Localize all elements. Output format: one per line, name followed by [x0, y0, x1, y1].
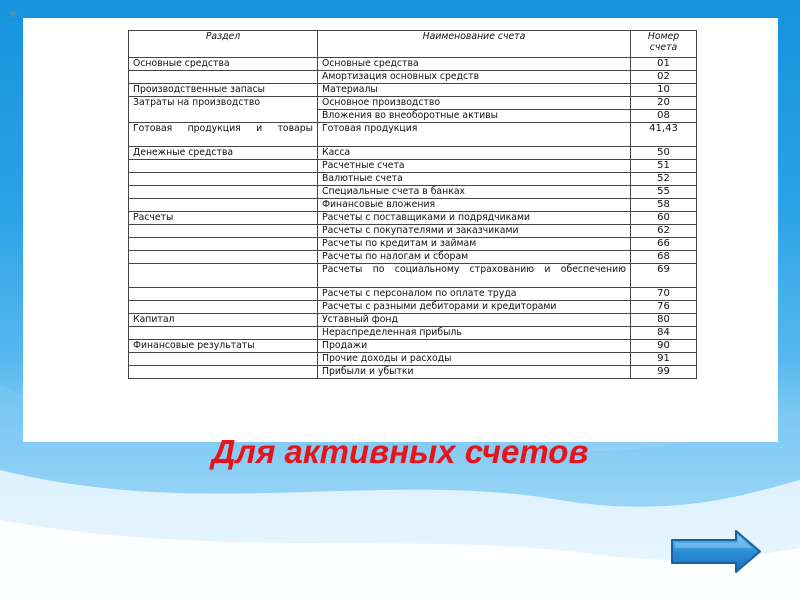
account-number-cell: 55 — [631, 186, 697, 199]
account-name-cell: Расчеты с разными дебиторами и кредиторами — [318, 301, 631, 314]
section-cell — [129, 288, 318, 301]
account-number-cell: 41,43 — [631, 123, 697, 147]
table-row — [129, 366, 697, 379]
account-name-cell: Расчеты по налогам и сборам — [318, 251, 631, 264]
table-row — [129, 340, 697, 353]
table-row — [129, 186, 697, 199]
table-row — [129, 160, 697, 173]
section-cell — [129, 225, 318, 238]
account-number-cell: 66 — [631, 238, 697, 251]
section-cell: Производственные запасы — [129, 84, 318, 97]
account-name-cell: Финансовые вложения — [318, 199, 631, 212]
table-row — [129, 97, 697, 110]
account-name-cell: Расчеты с покупателями и заказчиками — [318, 225, 631, 238]
section-cell: Затраты на производство — [129, 97, 318, 123]
account-name-cell: Расчетные счета — [318, 160, 631, 173]
section-cell: Расчеты — [129, 212, 318, 225]
account-name-cell: Прочие доходы и расходы — [318, 353, 631, 366]
account-name-cell: Основное производство — [318, 97, 631, 110]
table-row — [129, 199, 697, 212]
section-cell — [129, 199, 318, 212]
section-cell — [129, 71, 318, 84]
account-name-cell: Расчеты с поставщиками и подрядчиками — [318, 212, 631, 225]
section-cell — [129, 160, 318, 173]
account-name-cell: Валютные счета — [318, 173, 631, 186]
account-number-cell: 50 — [631, 147, 697, 160]
account-name-cell: Уставный фонд — [318, 314, 631, 327]
table-row — [129, 123, 697, 147]
table-row — [129, 58, 697, 71]
section-cell — [129, 238, 318, 251]
table-row — [129, 353, 697, 366]
table-row — [129, 173, 697, 186]
table-row — [129, 301, 697, 314]
account-name-cell: Расчеты по кредитам и займам — [318, 238, 631, 251]
account-number-cell: 08 — [631, 110, 697, 123]
section-cell — [129, 264, 318, 288]
header-section: Раздел — [129, 31, 318, 58]
section-cell — [129, 353, 318, 366]
account-name-cell: Продажи — [318, 340, 631, 353]
account-number-cell: 02 — [631, 71, 697, 84]
account-number-cell: 51 — [631, 160, 697, 173]
account-name-cell: Специальные счета в банках — [318, 186, 631, 199]
section-cell — [129, 366, 318, 379]
account-name-cell: Амортизация основных средств — [318, 71, 631, 84]
account-number-cell: 52 — [631, 173, 697, 186]
header-account-name: Наименование счета — [318, 31, 631, 58]
account-name-cell: Расчеты с персоналом по оплате труда — [318, 288, 631, 301]
table-row — [129, 212, 697, 225]
section-cell — [129, 251, 318, 264]
section-cell — [129, 301, 318, 314]
account-number-cell: 10 — [631, 84, 697, 97]
account-name-cell: Нераспределенная прибыль — [318, 327, 631, 340]
table-row — [129, 264, 697, 288]
table-row — [129, 251, 697, 264]
section-cell: Готовая продукция и товары — [129, 123, 318, 147]
account-name-cell: Касса — [318, 147, 631, 160]
accounts-table — [128, 30, 697, 379]
section-cell: Финансовые результаты — [129, 340, 318, 353]
table-row — [129, 84, 697, 97]
account-number-cell: 62 — [631, 225, 697, 238]
account-number-cell: 99 — [631, 366, 697, 379]
table-row — [129, 238, 697, 251]
account-number-cell: 80 — [631, 314, 697, 327]
arrow-right-icon — [668, 529, 764, 574]
section-cell — [129, 186, 318, 199]
table-row — [129, 225, 697, 238]
account-number-cell: 91 — [631, 353, 697, 366]
section-cell: Капитал — [129, 314, 318, 327]
account-number-cell: 20 — [631, 97, 697, 110]
account-name-cell: Готовая продукция — [318, 123, 631, 147]
account-name-cell: Расчеты по социальному страхованию и обеспечению — [318, 264, 631, 288]
table-header-row — [129, 31, 697, 58]
account-number-cell: 84 — [631, 327, 697, 340]
account-name-cell: Основные средства — [318, 58, 631, 71]
header-account-number: Номер счета — [631, 31, 697, 58]
section-cell: Денежные средства — [129, 147, 318, 160]
section-cell — [129, 173, 318, 186]
account-number-cell: 58 — [631, 199, 697, 212]
account-number-cell: 70 — [631, 288, 697, 301]
table-row — [129, 147, 697, 160]
account-name-cell: Вложения во внеоборотные активы — [318, 110, 631, 123]
next-slide-button[interactable] — [668, 529, 764, 574]
table-row — [129, 71, 697, 84]
account-number-cell: 60 — [631, 212, 697, 225]
slide-caption: Для активных счетов — [211, 433, 589, 470]
section-cell: Основные средства — [129, 58, 318, 71]
account-number-cell: 68 — [631, 251, 697, 264]
account-number-cell: 01 — [631, 58, 697, 71]
account-number-cell: 69 — [631, 264, 697, 288]
section-cell — [129, 327, 318, 340]
table-row — [129, 288, 697, 301]
table-row — [129, 314, 697, 327]
account-name-cell: Прибыли и убытки — [318, 366, 631, 379]
account-name-cell: Материалы — [318, 84, 631, 97]
account-number-cell: 76 — [631, 301, 697, 314]
corner-star-icon: ✳ — [8, 7, 19, 21]
table-row — [129, 327, 697, 340]
account-number-cell: 90 — [631, 340, 697, 353]
